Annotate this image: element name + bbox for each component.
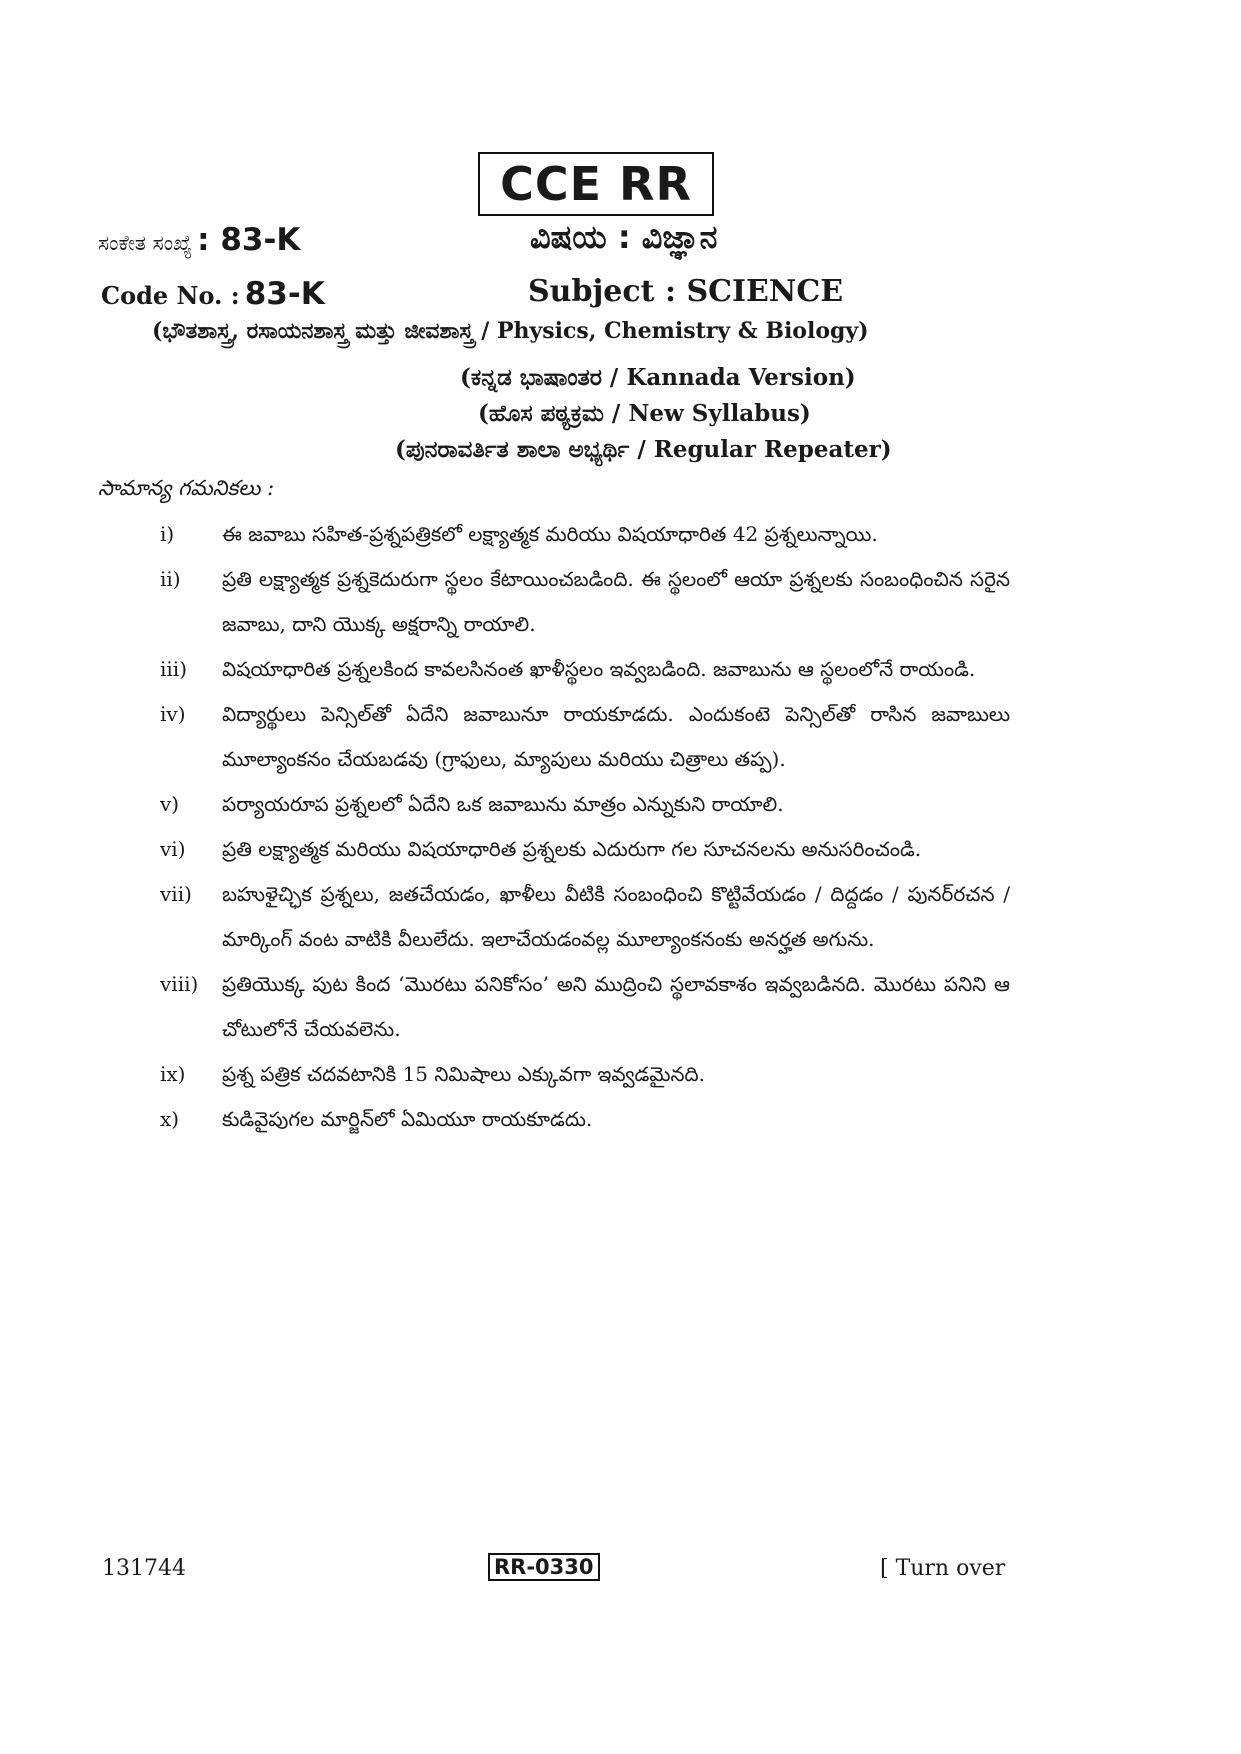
turn-over-label: [ Turn over <box>880 1556 1006 1581</box>
instruction-number: iii) <box>160 657 187 681</box>
instruction-number: iv) <box>160 702 186 726</box>
instruction-item <box>160 827 1010 872</box>
instruction-item <box>160 647 1010 692</box>
instruction-text: బహుళైచ్ఛిక ప్రశ్నలు, జతచేయడం, ఖాళీలు వీటికి సంబంధించి కొట్టివేయడం / దిద్దడం / పునర్‌రచన / మార్కింగ్ వంట వాటికి వీలులేదు. ఇలాచేయడంవల్ల మూల్యాంకనంకు అనర్హత అగును. <box>222 882 1010 951</box>
instruction-item <box>160 692 1010 782</box>
instruction-text: ప్రతియొక్క పుట కింద ‘మొరటు పనికోసం’ అని ముద్రించి స్థలావకాశం ఇవ్వబడినది. మొరటు పనిని ఆ చోటులోనే చేయవలెను. <box>222 972 1010 1041</box>
code-label-local: ಸಂಕೇತ ಸಂಖ್ಯೆ <box>98 231 193 255</box>
subject-en: Subject : SCIENCE <box>528 274 844 309</box>
instruction-number: viii) <box>160 972 199 996</box>
instruction-item <box>160 512 1010 557</box>
footer-serial: 131744 <box>102 1556 186 1581</box>
footer-code: RR-0330 <box>488 1553 600 1581</box>
subtitle-version: (ಕನ್ನಡ ಭಾಷಾಂತರ / Kannada Version) <box>460 364 856 391</box>
code-en-row <box>101 276 325 312</box>
instruction-text: ప్రతి లక్ష్యాత్మక ప్రశ్నకెదురుగా స్థలం కేటాయించబడింది. ఈ స్థలంలో ఆయా ప్రశ్నలకు సంబంధించిన సరైన జవాబు, దాని యొక్క అక్షరాన్ని రాయాలి. <box>222 567 1010 636</box>
subtitle-candidate: (ಪುನರಾವರ್ತಿತ ಶಾಲಾ ಅಭ್ಯರ್ಥಿ / Regular Repeater) <box>395 436 892 463</box>
instruction-number: vi) <box>160 837 186 861</box>
instruction-item <box>160 872 1010 962</box>
instruction-item <box>160 557 1010 647</box>
instruction-number: ix) <box>160 1062 186 1086</box>
exam-title: CCE RR <box>500 157 692 211</box>
exam-title-box <box>478 152 714 216</box>
code-local-row <box>98 222 300 258</box>
instructions-list <box>160 512 1010 1142</box>
instruction-number: ii) <box>160 567 181 591</box>
instruction-item <box>160 782 1010 827</box>
instruction-text: విషయాధారిత ప్రశ్నలకింద కావలసినంత ఖాళీస్థలం ఇవ్వబడింది. జవాబును ఆ స్థలంలోనే రాయండి. <box>222 657 976 681</box>
footer-code-box <box>488 1555 600 1579</box>
instruction-item <box>160 1052 1010 1097</box>
instruction-text: విద్యార్థులు పెన్సిల్‌తో ఏదేని జవాబునూ రాయకూడదు. ఎందుకంటె పెన్సిల్‌తో రాసిన జవాబులు మూల్యాంకనం చేయబడవు (గ్రాఫులు, మ్యాపులు మరియు చిత్రాలు తప్ప). <box>222 702 1010 771</box>
instruction-text: పర్యాయరూప ప్రశ్నలలో ఏదేని ఒక జవాబును మాత్రం ఎన్నుకుని రాయాలి. <box>222 792 784 816</box>
subtitle-subjects: (ಭೌತಶಾಸ್ತ್ರ, ರಸಾಯನಶಾಸ್ತ್ರ ಮತ್ತು ಜೀವಶಾಸ್ತ್ರ / Physics, Chemistry & Biology) <box>152 318 869 344</box>
instruction-text: కుడివైపుగల మార్జిన్‌లో ఏమియూ రాయకూడదు. <box>222 1107 593 1131</box>
instruction-number: i) <box>160 522 175 546</box>
instruction-text: ప్రతి లక్ష్యాత్మక మరియు విషయాధారిత ప్రశ్నలకు ఎదురుగా గల సూచనలను అనుసరించండి. <box>222 837 922 861</box>
subtitle-syllabus: (ಹೊಸ ಪಠ್ಯಕ್ರಮ / New Syllabus) <box>478 400 811 427</box>
instructions-title: సామాన్య గమనికలు : <box>98 476 275 500</box>
instruction-number: x) <box>160 1107 180 1131</box>
instruction-item <box>160 1097 1010 1142</box>
instruction-number: vii) <box>160 882 192 906</box>
subject-local: ವಿಷಯ : ವಿಜ್ಞಾನ <box>530 218 718 256</box>
code-label-en: Code No. : <box>101 281 240 310</box>
code-value-local: : 83-K <box>197 222 301 258</box>
instruction-number: v) <box>160 792 180 816</box>
instruction-item <box>160 962 1010 1052</box>
code-value-en: 83-K <box>244 276 325 312</box>
instruction-text: ప్రశ్న పత్రిక చదవటానికి 15 నిమిషాలు ఎక్కువగా ఇవ్వడమైనది. <box>222 1062 706 1086</box>
instruction-text: ఈ జవాబు సహిత-ప్రశ్నపత్రికలో లక్ష్యాత్మక మరియు విషయాధారిత 42 ప్రశ్నలున్నాయి. <box>222 522 878 546</box>
